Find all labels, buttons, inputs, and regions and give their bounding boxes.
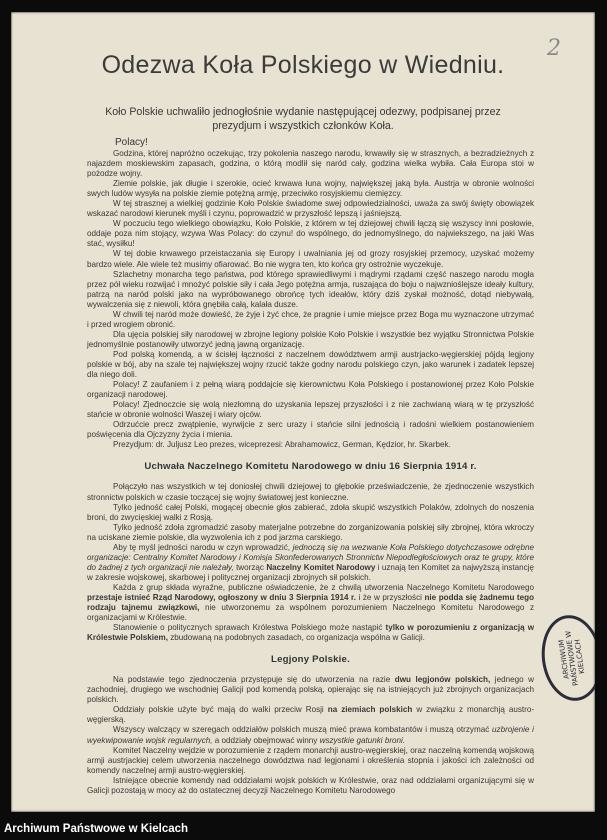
paragraph: Ziemie polskie, jak długie i szerokie, ocieć krwawa łuna wojny, największej jaką była. Austrja w obronie wolności swych ludów wysyła na polskie ziemie potężną armję, przeciwko rosyjskiemu ciemięzcy. [87,179,534,199]
paragraph: Pod polską komendą, a w ścisłej łączności z naczelnem dowództwem armji austrjacko-węgierskiej pójdą legjony polskie w bój, aby na szale tej największej wojny rzucić także godny narodu polskiego czyn, jako warunek i zadatek lepszej dla niego doli. [87,349,534,380]
document-title: Odezwa Koła Polskiego w Wiedniu. [101,51,505,79]
text-run: zbudowaną na podobnych zasadach, co organizacja wspólna w Galicji. [170,633,425,643]
paragraph: Komitet Naczelny wejdzie w porozumienie z rządem monarchji austro-węgierskiej, oraz naczelną komendą wojskową armji austrjackiej celem utworzenia naczelnego dowództwa nad legjonami i określenia stopnia i jakości ich zależności od komendy naczelnej armji austro-węgierskiej. [87,745,534,775]
signature: Prezydjum: dr. Juljusz Leo prezes, wiceprezesi: Abrahamowicz, German, Kędzior, hr. Skarbek. [113,440,451,450]
text-run: Stanowienie o politycznych sprawach Królestwa Polskiego może nastąpić [113,623,383,633]
paragraph: Polacy! Zjednoczcie się wolą niezłomną do uzyskania lepszej przyszłości i z nie zachwianą wiarą w tę przyszłość stańcie w obronie wolności Waszej i wiary ojców. [87,400,534,420]
document-sheet [11,12,595,812]
text-run: tworząc [236,562,264,572]
intro-text: Koło Polskie uchwaliło jednogłośnie wydanie następującej odezwy, podpisanej przez prezydjum i wszystkich członków Koła. [105,106,501,132]
greeting: Polacy! [115,137,148,148]
paragraph: Odrzućcie precz zwątpienie, wyrwijcie z serc urazy i stańcie silni jednością i radośni wielkiem postanowieniem poświęcenia dla Ojczyzny życia i mienia. [87,420,534,440]
section-heading: Legjony Polskie. [271,654,350,666]
paragraph [87,705,534,725]
paragraph [87,725,534,745]
paragraph: W tej dobie krwawego przeistaczania się Europy i uwalniania jej od grozy rosyjskiej przemocy, uzyskać możemy bardzo wiele. Ale wiele też musimy ofiarować. Bo nie wygra ten, kto końca gry ostrożnie wyczekuje. [87,249,534,269]
page-number: 2 [547,36,561,61]
paragraph: Dla ujęcia polskiej siły narodowej w zbrojne legiony polskie Koło Polskie i wszystkie bez wyjątku Stronnictwa Polskie jednomyślnie postanowiły utworzyć jedną jawną organizację. [87,329,534,349]
italic-run: jednoczą się na wezwanie Koła Polskiego dotychczasowe odrębne organizacje: Centralny Komitet Narodowy i Komisja Skonfederowanych Stronnictw Niepodległościowych oraz te grupy, które do żadnej z tych organizacji nie należały, [87,542,534,572]
text-run: Oddziały polskie użyte być mają do walki przeciw Rosji [113,705,324,715]
paragraph [87,543,534,583]
archive-stamp [536,611,595,705]
paragraph: Tylko jedność całej Polski, mogącej obecnie głos zabierać, zdoła skupić wszystkich Polaków, zdolnych do noszenia broni, do zwycięskiej walki z Rosją. [87,502,534,522]
text-run: Na podstawie tego zjednoczenia przystępuje się do utworzenia na razie [113,675,391,685]
document-body [87,136,534,796]
paragraph: Szlachetny monarcha tego państwa, pod którego sprawiedliwymi i mądrymi rządami część naszego narodu mogła przez pół wieku rozwijać i mnożyć polskie siły i cała Jego potężna armja, ruszająca do boju o najwznioślejsze ideały kultury, patrzą na naród polski jako na wypróbowanego obrońcę tych ideałów, który dziś zyskał możność, dotąd niebywałą, wywalczenia się z niewoli, która gnębiła całą, kalała dusze. [87,269,534,309]
bold-run: Naczelny Komitet Narodowy [266,562,376,572]
archive-footer: Archiwum Państwowe w Kielcach [4,823,189,835]
italic-run: wszystkie gatunki broni. [319,735,406,745]
text-run: Wszyscy walczący w szeregach oddziałów polskich muszą mieć prawa kombatantów i muszą otrzymać [113,725,490,735]
paragraph: W tej strasznej a wielkiej godzinie Koło Polskie świadome swej odpowiedzialności, uważa za swój święty obowiązek wskazać narodowi kierunek myśli i czynu, poprowadzić w przyszłość lepszą i jaśniejszą. [87,199,534,219]
text-run: Każda z grup składa wyraźne, publiczne oświadczenie, że z chwilą utworzenia Naczelnego Komitetu Narodowego [113,582,534,592]
bold-run: dwu legjonów polskich, [394,675,491,685]
paragraph [87,675,534,705]
text-run: nie utworzonemu za wspólnem porozumieniem Naczelnego Komitetu Narodowego z organizacjami w Królestwie. [87,603,535,623]
paragraph [87,623,534,643]
stamp-text: ARCHIWUM PAŃSTWOWE W KIELCACH [557,629,587,687]
paragraph: Połączyło nas wszystkich w tej doniosłej chwili dziejowej to głębokie przeświadczenie, że zjednoczenie wszystkich stronnictw polskich w czasie toczącej się wojny światowej jest konieczne. [87,482,534,502]
paragraph: Polacy! Z zaufaniem i z pełną wiarą poddajcie się kierownictwu Koła Polskiego i postanowionej przez Koło Polskie organizacji narodowej. [87,380,534,400]
text-run: i uznają ten Komitet za najwyższą instancję w zakresie wojskowej, skarbowej i politycznej organizacji zbrojnych sił polskich. [87,562,535,582]
text-run: i że w przyszłości [358,592,422,602]
text-run: Aby tę myśl jedności narodu w czyn wprowadzić, [113,542,291,552]
text-run: a oddziały obejmować winny [214,735,318,745]
paragraph [87,583,534,623]
paragraph: Istniejące obecnie komendy nad oddziałami wojsk polskich w Królestwie, oraz nad oddziałami organizującymi się w Galicji pozostają w mocy aż do ostatecznej decyzji Naczelnego Komitetu Narodowego [87,775,534,795]
italic-run: uzbrojenie i wyekwipowanie wojsk regularnych, [87,725,534,745]
section-heading: Uchwała Naczelnego Komitetu Narodowego w dniu 16 Sierpnia 1914 r. [144,461,477,473]
bold-run: nie podda się żadnemu tego rodzaju tajnemu związkowi, [87,592,535,613]
paragraph: W chwili tej naród może dowieść, że żyje i żyć chce, że pragnie i umie miejsce przez Boga mu wyznaczone utrzymać i przed wrogiem obronić. [87,309,534,329]
text-run: jednego w zachodniej, drugiego we wschodniej Galicji pod komendą polską, opierając się na istniejących już zbrojnych organizacjach polskich. [87,675,535,705]
bold-run: tylko w porozumieniu z organizacją w Królestwie Polskiem, [87,623,534,643]
text-run: w związku z monarchją austro-węgierską. [87,705,535,725]
bold-run: przestaje istnieć Rząd Narodowy, ogłoszony w dniu 3 Sierpnia 1914 r. [87,592,356,602]
paragraph: Godzina, której napróżno oczekując, trzy pokolenia naszego narodu, krwawiły się w strasznych, a bezradzieżnych z najazdem moskiewskim zapasach, godzina, o którą modlił się naród cały, godzina wielka wybiła. Cała Europa stoi w pożodze wojny. [87,149,534,179]
paragraph: W poczuciu tego wielkiego obowiązku, Koło Polskie, z którem w tej dziejowej chwili łączą się wszyscy inni posłowie, oddaje poza nim stojący, wzywa Was Polacy: do czynu! do wspólnego, do jednomyślnego, do najwiekszego, na jaki Was stać, wysiłku! [87,219,534,249]
bold-run: na ziemiach polskich [327,705,413,715]
paragraph: Tylko jedność zdoła zgromadzić zasoby materjalne potrzebne do zorganizowania polskiej siły zbrojnej, która wkroczy na uciskane ziemie polskie, dla wyzwolenia ich z pod jarzma carskiego. [87,522,534,542]
